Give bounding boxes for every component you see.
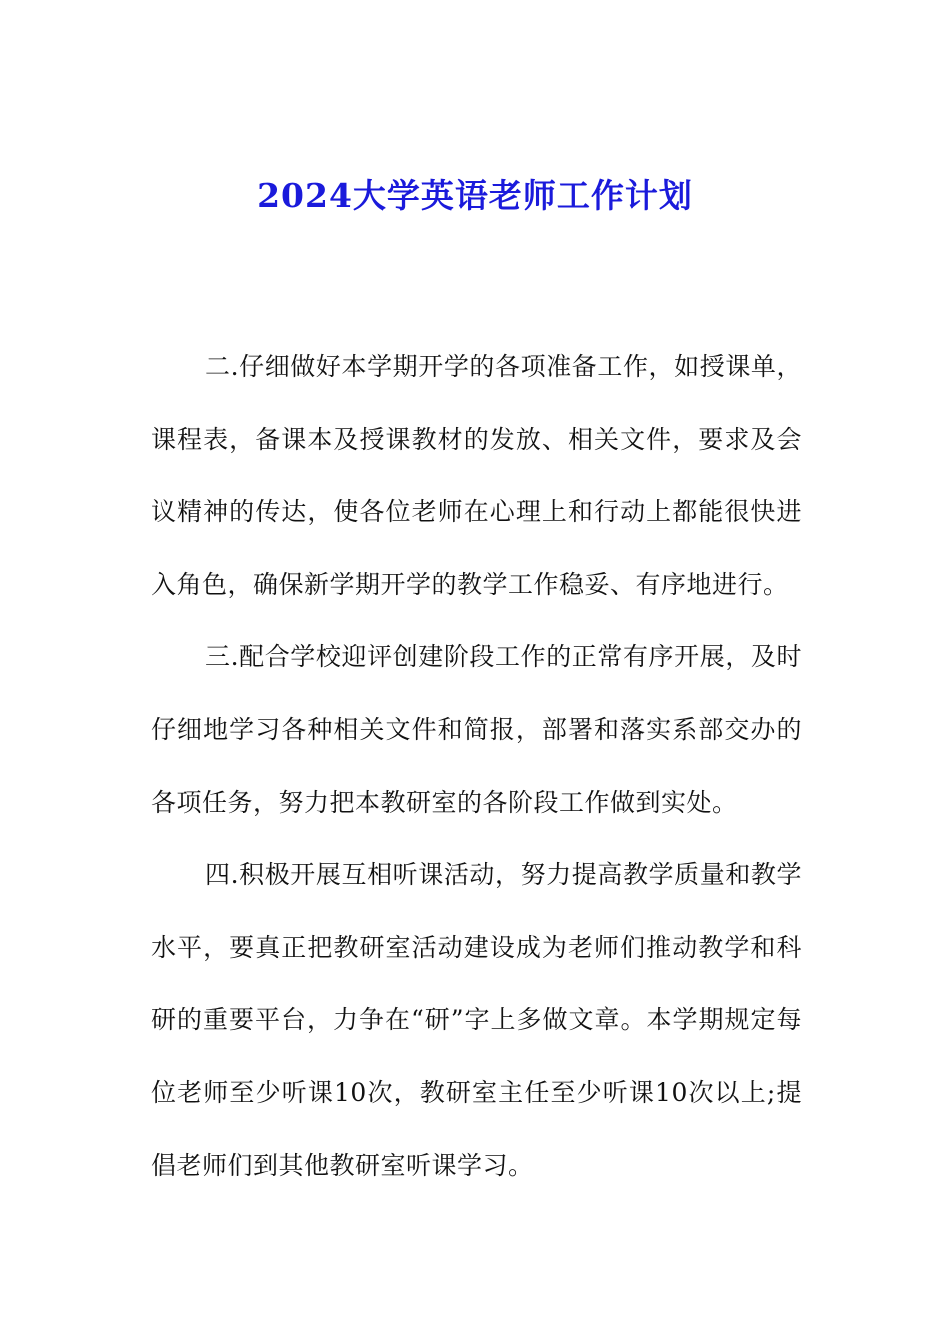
document-body [151, 331, 802, 1202]
paragraph-item-4: 四.积极开展互相听课活动，努力提高教学质量和教学水平，要真正把教研室活动建设成为老师们推动教学和科研的重要平台，力争在“研”字上多做文章。本学期规定每位老师至少听课10次，教研室主任至少听课10次以上;提倡老师们到其他教研室听课学习。 [151, 860, 802, 1180]
paragraph-item-3: 三.配合学校迎评创建阶段工作的正常有序开展，及时仔细地学习各种相关文件和简报，部署和落实系部交办的各项任务，努力把本教研室的各阶段工作做到实处。 [151, 642, 802, 817]
document-title: 2024大学英语老师工作计划 [257, 176, 693, 215]
paragraph-item-2: 二.仔细做好本学期开学的各项准备工作，如授课单，课程表，备课本及授课教材的发放、相关文件，要求及会议精神的传达，使各位老师在心理上和行动上都能很快进入角色，确保新学期开学的教学工作稳妥、有序地进行。 [151, 352, 802, 599]
